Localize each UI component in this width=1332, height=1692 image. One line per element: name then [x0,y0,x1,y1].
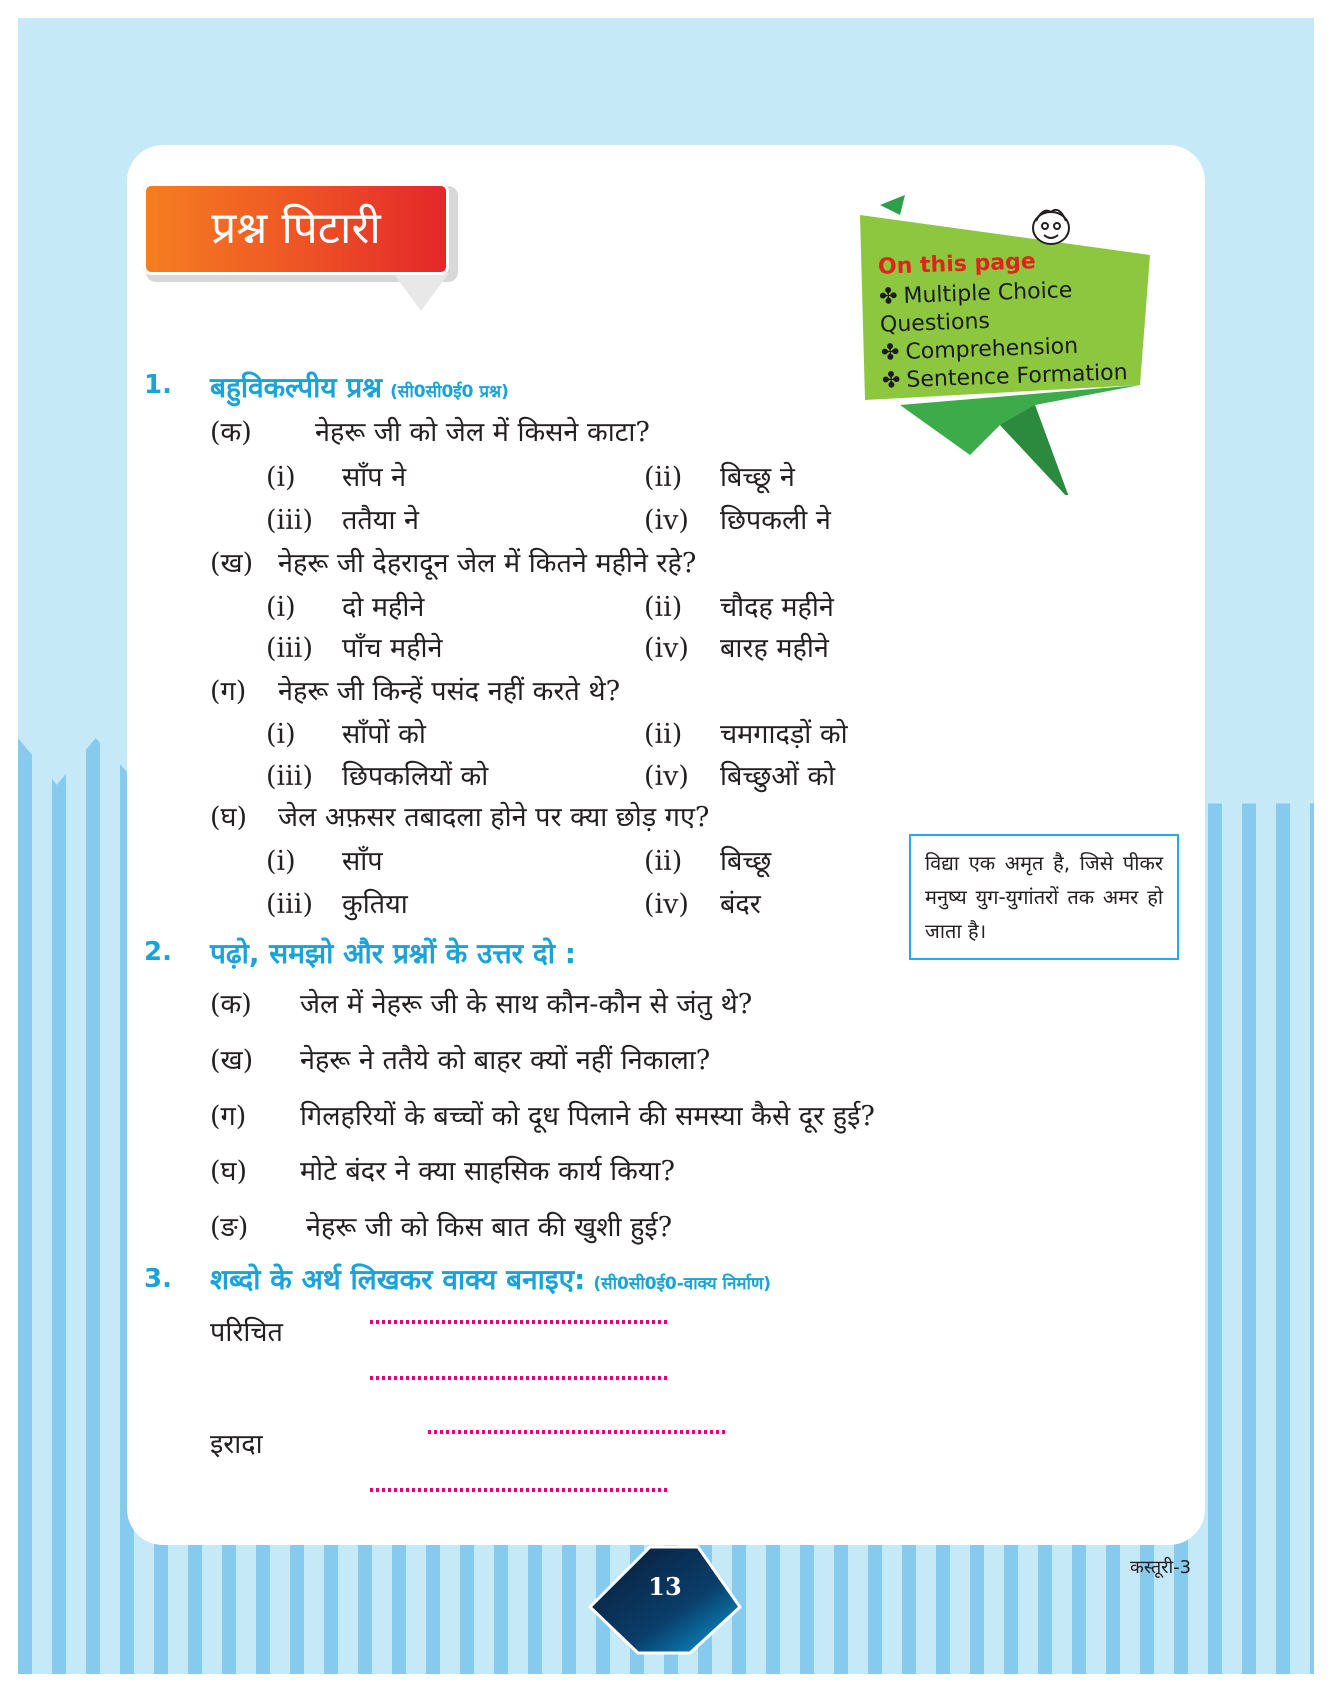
note-item: ✤ Comprehension [880,333,1079,366]
vocab-word: इरादा [210,1429,263,1460]
answer-line[interactable] [370,1488,670,1492]
question: (ङ) नेहरू जी को किस बात की खुशी हुई? [210,1212,673,1243]
question: (ख) नेहरू जी देहरादून जेल में कितने महीने रहे? [210,548,697,579]
section-number: 1. [144,370,172,400]
question: (घ) मोटे बंदर ने क्या साहसिक कार्य किया? [210,1156,675,1187]
question: (ग) नेहरू जी किन्हें पसंद नहीं करते थे? [210,676,621,707]
note-heading: On this page [877,249,1037,280]
section-tag: (सी0सी0ई0-वाक्य निर्माण) [593,1274,772,1294]
note-item: ✤ Multiple Choice Questions [878,277,1073,338]
section-heading: शब्दो के अर्थ लिखकर वाक्य बनाइए: (सी0सी0ई0-वाक्य निर्माण) [210,1263,772,1296]
option: (ii) चमगादड़ों को [644,719,848,750]
option: (i) दो महीने [266,592,425,623]
question: (ग) गिलहरियों के बच्चों को दूध पिलाने की समस्या कैसे दूर हुई? [210,1101,875,1132]
option: (i) साँपों को [266,719,426,750]
smiley-icon [1028,203,1074,249]
question: (घ) जेल अफ़सर तबादला होने पर क्या छोड़ गए? [210,802,710,833]
option: (ii) बिच्छू ने [644,462,795,493]
title-banner [143,183,455,283]
section-heading: बहुविकल्पीय प्रश्न (सी0सी0ई0 प्रश्न) [210,371,509,404]
question: (क) जेल में नेहरू जी के साथ कौन-कौन से जंतु थे? [210,989,753,1020]
quote-box: विद्या एक अमृत है, जिसे पीकर मनुष्य युग-युगांतरों तक अमर हो जाता है। [909,834,1179,960]
option: (iv) छिपकली ने [644,505,831,536]
option: (iii) छिपकलियों को [266,761,489,792]
question: (क) नेहरू जी को जेल में किसने काटा? [210,417,650,448]
option: (iii) ततैया ने [266,505,420,536]
option: (i) साँप [266,846,383,877]
page-number: 13 [648,1572,682,1601]
page-title: प्रश्न पिटारी [143,183,449,275]
option: (iv) बिच्छुओं को [644,761,836,792]
answer-line[interactable] [428,1430,728,1434]
section-number: 3. [144,1264,172,1294]
answer-line[interactable] [370,1320,670,1324]
answer-line[interactable] [370,1376,670,1380]
option: (i) साँप ने [266,462,407,493]
option: (ii) बिच्छू [644,846,772,877]
section-number: 2. [144,937,172,967]
option: (iv) बारह महीने [644,633,829,664]
option: (iii) कुतिया [266,889,408,920]
book-name: कस्तूरी-3 [1130,1557,1192,1578]
option: (iv) बंदर [644,889,761,920]
vocab-word: परिचित [210,1317,283,1348]
bullet-icon: ✤ [878,284,898,310]
section-tag: (सी0सी0ई0 प्रश्न) [390,382,509,402]
option: (iii) पाँच महीने [266,633,443,664]
bullet-icon: ✤ [880,340,900,366]
question: (ख) नेहरू ने ततैये को बाहर क्यों नहीं निकाला? [210,1045,711,1076]
section-heading: पढ़ो, समझो और प्रश्नों के उत्तर दो : [210,937,576,970]
note-content [878,245,1153,395]
bullet-icon: ✤ [881,368,901,394]
note-item: ✤ Sentence Formation [881,360,1128,394]
option: (ii) चौदह महीने [644,592,834,623]
